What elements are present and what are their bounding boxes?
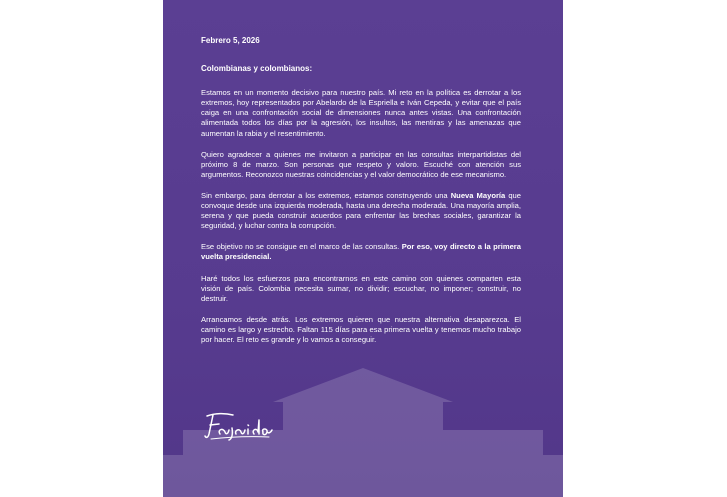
paragraph-3-start: Sin embargo, para derrotar a los extremos, estamos construyendo una <box>201 190 451 200</box>
paragraph-4-start: Ese objetivo no se consigue en el marco de las consultas. <box>201 242 402 252</box>
paragraph-4-bold: Por eso, voy directo a la primera vuelta presidencial. <box>201 242 521 262</box>
right-margin <box>563 0 727 497</box>
paragraph-5: Haré todos los esfuerzos para encontrarnos en este camino con quienes comparten esta visión de país. Colombia necesita sumar, no dividir; escuchar, no imponer; construir, no destruir. <box>201 273 521 303</box>
paragraph-3-bold: Nueva Mayoría <box>450 190 506 200</box>
paragraph-3 <box>201 191 521 231</box>
signature <box>203 410 273 442</box>
paragraph-3-end: que convoque desde una izquierda moderada, hasta una derecha moderada. Una mayoría amplia, serena y que pueda construir acuerdos para enfrentar las brechas sociales, garantizar la seguridad, y luchar contra la corrupción. <box>201 190 521 231</box>
letter-page <box>163 0 563 497</box>
left-margin <box>0 0 163 497</box>
letter-date: Febrero 5, 2026 <box>201 36 260 45</box>
paragraph-1: Estamos en un momento decisivo para nuestro país. Mi reto en la política es derrotar a los extremos, hoy representados por Abelardo de la Espriella e Iván Cepeda, y evitar que el país caiga en una confrontación social de dimensiones nunca antes vistas. Una confrontación alimentada todos los días por la agresión, los insultos, las mentiras y las amenazas que aumentan la rabia y el resentimiento. <box>201 88 521 138</box>
letter-content <box>201 36 521 356</box>
paragraph-6: Arrancamos desde atrás. Los extremos quieren que nuestra alternativa desaparezca. El camino es largo y estrecho. Faltan 115 días para esa primera vuelta y tenemos mucho trabajo por hacer. El reto es grande y lo vamos a conseguir. <box>201 314 521 344</box>
paragraph-2: Quiero agradecer a quienes me invitaron a participar en las consultas interpartidistas del próximo 8 de marzo. Son personas que respeto y valoro. Escuché con atención sus argumentos. Reconozco nuestras coincidencias y el valor democrático de ese mecanismo. <box>201 149 521 179</box>
paragraph-4 <box>201 242 521 262</box>
letter-salutation: Colombianas y colombianos: <box>201 64 313 74</box>
